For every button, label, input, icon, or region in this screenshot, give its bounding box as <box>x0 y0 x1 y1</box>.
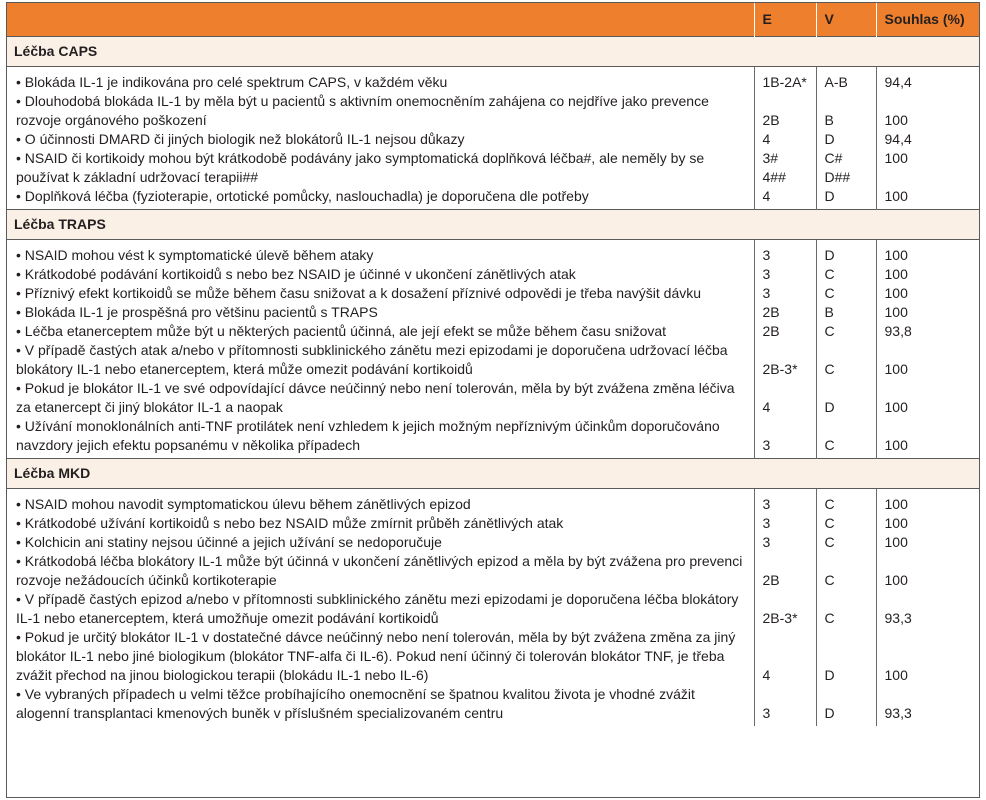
agreement-cell <box>876 590 980 628</box>
recommendation-text: • Krátkodobá léčba blokátory IL-1 může být účinná v ukončení zánětlivých epizod a měla by být zvážena pro prevenci rozvoje nežádoucích účinků kortikoterapie <box>16 553 742 588</box>
recommendation-text: • V případě častých atak a/nebo v přítomnosti subklinického zánětu mezi epizodami je doporučena udržovací léčba blokátory IL-1 nebo etanerceptem, která může omezit podávání kortikoidů <box>16 342 728 377</box>
strength-cell <box>816 240 876 266</box>
agreement-value: 100 <box>884 112 908 128</box>
agreement-cell <box>876 92 980 130</box>
table-row <box>6 265 980 284</box>
header-e-column: E <box>754 2 816 37</box>
table-row <box>6 92 980 130</box>
recommendation-cell <box>6 590 754 628</box>
agreement-value: 93,3 <box>884 705 912 721</box>
recommendation-text: • Krátkodobé podávání kortikoidů s nebo bez NSAID je účinné v ukončení zánětlivých atak <box>16 266 576 282</box>
evidence-level: 4 <box>762 399 771 415</box>
recommendation-text: • Ve vybraných případech u velmi těžce probíhajícího onemocnění se špatnou kvalitou života je vhodné zvážit alogenní transplantaci kmenových buněk v příslušném specializovaném centru <box>16 686 695 721</box>
strength-grade: C <box>824 496 835 512</box>
evidence-cell <box>754 628 816 685</box>
table-row <box>6 489 980 515</box>
strength-cell <box>816 149 876 187</box>
recommendation-text: • Pokud je blokátor IL-1 ve své odpovídající dávce neúčinný nebo není tolerován, měla by být zvážena změna léčiva za etanercept či jiný blokátor IL-1 a naopak <box>16 380 735 415</box>
section-title: Léčba MKD <box>6 459 980 489</box>
recommendation-cell <box>6 552 754 590</box>
section-title: Léčba CAPS <box>6 37 980 67</box>
agreement-cell <box>876 187 980 210</box>
agreement-value: 100 <box>884 437 908 453</box>
strength-grade: C <box>824 361 835 377</box>
agreement-cell <box>876 265 980 284</box>
recommendations-table <box>6 2 980 726</box>
evidence-level: 2B <box>762 112 780 128</box>
agreement-cell <box>876 552 980 590</box>
table-row <box>6 240 980 266</box>
strength-grade: D <box>824 188 835 204</box>
table-row <box>6 187 980 210</box>
strength-grade: D <box>824 667 835 683</box>
strength-cell <box>816 514 876 533</box>
strength-grade: A-B <box>824 74 848 90</box>
recommendation-cell <box>6 240 754 266</box>
strength-cell <box>816 341 876 379</box>
table-row <box>6 303 980 322</box>
evidence-level: 3 <box>762 266 771 282</box>
recommendation-cell <box>6 685 754 726</box>
agreement-cell <box>876 489 980 515</box>
strength-cell <box>816 489 876 515</box>
strength-cell <box>816 379 876 417</box>
table-header-row <box>6 2 980 37</box>
evidence-level: 2B-3* <box>762 610 798 626</box>
evidence-level: 4 <box>762 667 771 683</box>
evidence-cell <box>754 303 816 322</box>
recommendation-cell <box>6 187 754 210</box>
evidence-cell <box>754 489 816 515</box>
recommendation-text: • O účinnosti DMARD či jiných biologik než blokátorů IL-1 nejsou důkazy <box>16 131 464 147</box>
agreement-value: 100 <box>884 247 908 263</box>
agreement-cell <box>876 341 980 379</box>
evidence-level: 3 <box>762 705 771 721</box>
strength-grade: B <box>824 112 834 128</box>
section-title: Léčba TRAPS <box>6 210 980 240</box>
strength-cell <box>816 187 876 210</box>
strength-grade: C <box>824 515 835 531</box>
recommendation-text: • Krátkodobé užívání kortikoidů s nebo bez NSAID může zmírnit průběh zánětlivých atak <box>16 515 563 531</box>
table-row <box>6 149 980 187</box>
agreement-value: 100 <box>884 150 908 166</box>
strength-cell <box>816 628 876 685</box>
strength-cell <box>816 67 876 93</box>
evidence-cell <box>754 130 816 149</box>
recommendation-cell <box>6 130 754 149</box>
agreement-cell <box>876 303 980 322</box>
table-row <box>6 628 980 685</box>
evidence-cell <box>754 322 816 341</box>
recommendation-cell <box>6 284 754 303</box>
strength-grade: C <box>824 534 835 550</box>
strength-cell <box>816 685 876 726</box>
evidence-level: 3 <box>762 515 771 531</box>
recommendation-cell <box>6 417 754 459</box>
agreement-cell <box>876 628 980 685</box>
evidence-level: 2B-3* <box>762 361 798 377</box>
evidence-cell <box>754 590 816 628</box>
strength-grade: B <box>824 304 834 320</box>
table-row <box>6 284 980 303</box>
agreement-cell <box>876 685 980 726</box>
evidence-cell <box>754 240 816 266</box>
recommendation-text: • V případě častých epizod a/nebo v přítomnosti subklinického zánětu mezi epizodami je doporučena léčba blokátory IL-1 nebo etanerceptem, která umožňuje omezit podávání kortikoidů <box>16 591 738 626</box>
agreement-cell <box>876 240 980 266</box>
strength-grade: C <box>824 285 835 301</box>
strength-grade-secondary: D## <box>824 169 851 185</box>
table-row <box>6 322 980 341</box>
recommendation-text: • Užívání monoklonálních anti-TNF protilátek není vzhledem k jejich možným nepříznivým účinkům doporučováno navzdory jejich efektu popsanému v několika případech <box>16 418 720 453</box>
recommendation-cell <box>6 379 754 417</box>
table-row <box>6 130 980 149</box>
strength-grade: C <box>824 437 835 453</box>
section-header-mkd <box>6 459 980 489</box>
strength-cell <box>816 552 876 590</box>
strength-cell <box>816 130 876 149</box>
agreement-value: 94,4 <box>884 131 912 147</box>
section-header-caps <box>6 37 980 67</box>
recommendation-text: • Kolchicin ani statiny nejsou účinné a jejich užívání se nedoporučuje <box>16 534 442 550</box>
recommendation-text: • Doplňková léčba (fyzioterapie, ortotické pomůcky, naslouchadla) je doporučena dle potřeby <box>16 188 589 204</box>
recommendation-text: • Příznivý efekt kortikoidů se může během času snižovat a k dosažení příznivé odpovědi je třeba navýšit dávku <box>16 285 701 301</box>
evidence-cell <box>754 67 816 93</box>
agreement-value: 100 <box>884 399 908 415</box>
agreement-cell <box>876 149 980 187</box>
recommendation-text: • NSAID mohou navodit symptomatickou úlevu během zánětlivých epizod <box>16 496 471 512</box>
evidence-cell <box>754 341 816 379</box>
strength-cell <box>816 417 876 459</box>
strength-grade: C <box>824 266 835 282</box>
evidence-level: 1B-2A* <box>762 74 807 90</box>
agreement-value: 100 <box>884 496 908 512</box>
table-row <box>6 417 980 459</box>
table-row <box>6 67 980 93</box>
agreement-cell <box>876 130 980 149</box>
agreement-value: 93,8 <box>884 323 912 339</box>
recommendation-cell <box>6 322 754 341</box>
recommendation-cell <box>6 303 754 322</box>
agreement-cell <box>876 284 980 303</box>
evidence-cell <box>754 379 816 417</box>
agreement-value: 100 <box>884 285 908 301</box>
table-row <box>6 514 980 533</box>
recommendation-cell <box>6 341 754 379</box>
strength-grade: C# <box>824 150 843 166</box>
header-text-column <box>6 2 754 37</box>
evidence-cell <box>754 552 816 590</box>
header-v-column: V <box>816 2 876 37</box>
recommendation-cell <box>6 628 754 685</box>
recommendation-text: • Blokáda IL-1 je indikována pro celé spektrum CAPS, v každém věku <box>16 74 447 90</box>
header-agreement-column: Souhlas (%) <box>876 2 980 37</box>
agreement-value: 100 <box>884 361 908 377</box>
strength-grade: D <box>824 131 835 147</box>
recommendation-cell <box>6 149 754 187</box>
agreement-value: 94,4 <box>884 74 912 90</box>
evidence-level: 2B <box>762 572 780 588</box>
evidence-cell <box>754 533 816 552</box>
evidence-level: 3 <box>762 534 771 550</box>
agreement-cell <box>876 417 980 459</box>
agreement-value: 100 <box>884 667 908 683</box>
strength-grade: C <box>824 572 835 588</box>
evidence-cell <box>754 685 816 726</box>
strength-cell <box>816 92 876 130</box>
table-row <box>6 685 980 726</box>
evidence-cell <box>754 514 816 533</box>
recommendation-text: • Blokáda IL-1 je prospěšná pro většinu pacientů s TRAPS <box>16 304 378 320</box>
strength-cell <box>816 322 876 341</box>
evidence-cell <box>754 149 816 187</box>
recommendation-text: • Pokud je určitý blokátor IL-1 v dostatečné dávce neúčinný nebo není tolerován, měla by být zvážena změna za jiný blokátor IL-1 nebo jiné biologikum (blokátor TNF-alfa či IL-6). Pokud není účinný či tolerován blokátor TNF, je třeba zvážit přechod na jinou biologickou terapii (blokádu IL-1 nebo IL-6) <box>16 629 735 683</box>
recommendation-text: • NSAID mohou vést k symptomatické úlevě během ataky <box>16 247 373 263</box>
strength-grade: C <box>824 610 835 626</box>
recommendation-cell <box>6 533 754 552</box>
agreement-value: 100 <box>884 266 908 282</box>
evidence-cell <box>754 284 816 303</box>
recommendation-text: • Léčba etanerceptem může být u některých pacientů účinná, ale její efekt se může během času snižovat <box>16 323 666 339</box>
strength-cell <box>816 590 876 628</box>
recommendation-cell <box>6 489 754 515</box>
strength-cell <box>816 265 876 284</box>
evidence-cell <box>754 265 816 284</box>
recommendation-text: • NSAID či kortikoidy mohou být krátkodobě podávány jako symptomatická doplňková léčba#, ale neměly by se používat k základní udržovací terapii## <box>16 150 704 185</box>
table-row <box>6 590 980 628</box>
evidence-level: 3 <box>762 496 771 512</box>
strength-grade: D <box>824 399 835 415</box>
recommendation-cell <box>6 514 754 533</box>
agreement-value: 100 <box>884 304 908 320</box>
agreement-value: 100 <box>884 572 908 588</box>
strength-cell <box>816 303 876 322</box>
evidence-level: 3 <box>762 247 771 263</box>
strength-grade: D <box>824 247 835 263</box>
agreement-value: 100 <box>884 534 908 550</box>
evidence-level: 3# <box>762 150 779 166</box>
table-row <box>6 533 980 552</box>
strength-cell <box>816 284 876 303</box>
evidence-level: 2B <box>762 323 780 339</box>
evidence-level: 4 <box>762 188 771 204</box>
agreement-value: 93,3 <box>884 610 912 626</box>
table-row <box>6 379 980 417</box>
strength-grade: C <box>824 323 835 339</box>
table-row <box>6 552 980 590</box>
recommendation-cell <box>6 67 754 93</box>
agreement-cell <box>876 514 980 533</box>
agreement-cell <box>876 322 980 341</box>
strength-cell <box>816 533 876 552</box>
evidence-level: 2B <box>762 304 780 320</box>
evidence-level-secondary: 4## <box>762 169 786 185</box>
recommendation-cell <box>6 265 754 284</box>
table-row <box>6 341 980 379</box>
evidence-level: 4 <box>762 131 771 147</box>
agreement-value: 100 <box>884 188 908 204</box>
agreement-cell <box>876 533 980 552</box>
section-header-traps <box>6 210 980 240</box>
evidence-cell <box>754 417 816 459</box>
agreement-value: 100 <box>884 515 908 531</box>
evidence-level: 3 <box>762 437 771 453</box>
recommendation-text: • Dlouhodobá blokáda IL-1 by měla být u pacientů s aktivním onemocněním zahájena co nejdříve jako prevence rozvoje orgánového poškození <box>16 93 709 128</box>
strength-grade: D <box>824 705 835 721</box>
agreement-cell <box>876 67 980 93</box>
evidence-level: 3 <box>762 285 771 301</box>
recommendation-cell <box>6 92 754 130</box>
evidence-cell <box>754 92 816 130</box>
evidence-cell <box>754 187 816 210</box>
agreement-cell <box>876 379 980 417</box>
